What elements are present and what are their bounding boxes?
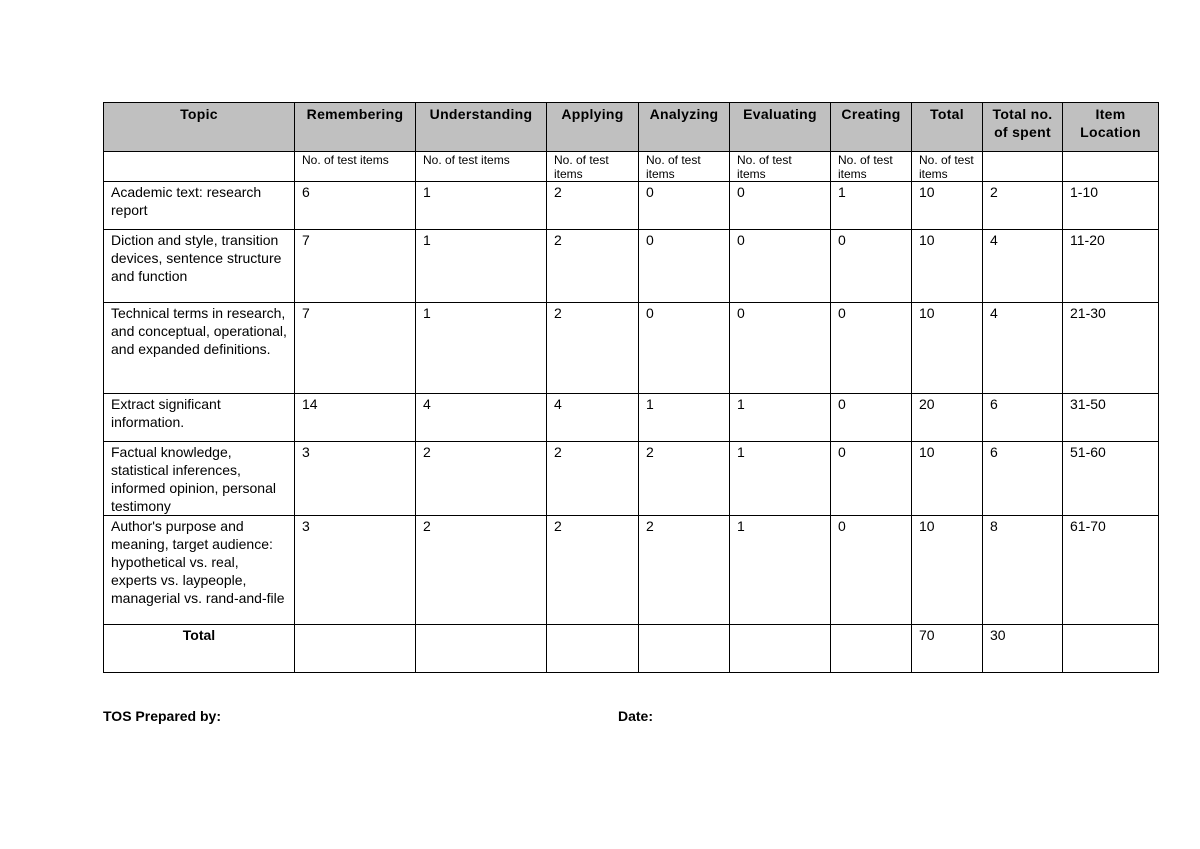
creating-cell: 0 [831, 442, 912, 516]
sub-header-cell: No. of test items [416, 152, 547, 182]
creating-cell: 0 [831, 516, 912, 625]
remembering-cell: 3 [295, 442, 416, 516]
empty-cell [730, 625, 831, 673]
header-applying: Applying [547, 103, 639, 152]
empty-cell [416, 625, 547, 673]
understanding-cell: 2 [416, 442, 547, 516]
remembering-cell: 6 [295, 182, 416, 230]
total-cell: 10 [912, 442, 983, 516]
analyzing-cell: 1 [639, 394, 730, 442]
prepared-by-label: TOS Prepared by: [103, 708, 222, 724]
sub-header-cell [983, 152, 1063, 182]
understanding-cell: 1 [416, 182, 547, 230]
total-cell: 10 [912, 230, 983, 303]
sub-header-cell: No. of test items [639, 152, 730, 182]
table-row [104, 182, 1159, 230]
empty-cell [1063, 625, 1159, 673]
understanding-cell: 2 [416, 516, 547, 625]
topic-cell: Technical terms in research, and conceptual, operational, and expanded definitions. [104, 303, 295, 394]
applying-cell: 2 [547, 442, 639, 516]
spent-cell: 6 [983, 394, 1063, 442]
remembering-cell: 7 [295, 303, 416, 394]
remembering-cell: 14 [295, 394, 416, 442]
table-row [104, 442, 1159, 516]
evaluating-cell: 0 [730, 182, 831, 230]
sub-header-cell: No. of test items [912, 152, 983, 182]
header-evaluating: Evaluating [730, 103, 831, 152]
header-remembering: Remembering [295, 103, 416, 152]
spent-cell: 6 [983, 442, 1063, 516]
total-cell: 10 [912, 303, 983, 394]
empty-cell [831, 625, 912, 673]
analyzing-cell: 2 [639, 442, 730, 516]
applying-cell: 2 [547, 516, 639, 625]
table-row [104, 394, 1159, 442]
applying-cell: 2 [547, 303, 639, 394]
location-cell: 51-60 [1063, 442, 1159, 516]
sub-header-cell: No. of test items [547, 152, 639, 182]
spent-cell: 8 [983, 516, 1063, 625]
header-creating: Creating [831, 103, 912, 152]
evaluating-cell: 0 [730, 230, 831, 303]
location-cell: 11-20 [1063, 230, 1159, 303]
table-row [104, 516, 1159, 625]
creating-cell: 1 [831, 182, 912, 230]
understanding-cell: 4 [416, 394, 547, 442]
header-analyzing: Analyzing [639, 103, 730, 152]
location-cell: 31-50 [1063, 394, 1159, 442]
analyzing-cell: 0 [639, 230, 730, 303]
spent-cell: 4 [983, 230, 1063, 303]
creating-cell: 0 [831, 230, 912, 303]
evaluating-cell: 0 [730, 303, 831, 394]
table-row [104, 230, 1159, 303]
analyzing-cell: 2 [639, 516, 730, 625]
total-cell: 10 [912, 516, 983, 625]
applying-cell: 4 [547, 394, 639, 442]
table-row [104, 303, 1159, 394]
total-cell: 10 [912, 182, 983, 230]
empty-cell [639, 625, 730, 673]
header-total-spent: Total no. of spent [983, 103, 1063, 152]
topic-cell: Author's purpose and meaning, target audience: hypothetical vs. real, experts vs. laypeople, managerial vs. rand-and-file [104, 516, 295, 625]
sub-header-cell [1063, 152, 1159, 182]
sub-header-row [104, 152, 1159, 182]
grand-total-cell: 70 [912, 625, 983, 673]
header-topic: Topic [104, 103, 295, 152]
header-row [104, 103, 1159, 152]
applying-cell: 2 [547, 182, 639, 230]
analyzing-cell: 0 [639, 303, 730, 394]
location-cell: 21-30 [1063, 303, 1159, 394]
spent-cell: 2 [983, 182, 1063, 230]
header-total: Total [912, 103, 983, 152]
total-row-label: Total [104, 625, 295, 673]
sub-header-cell: No. of test items [295, 152, 416, 182]
table-body [104, 152, 1159, 673]
tos-table [103, 102, 1159, 673]
evaluating-cell: 1 [730, 394, 831, 442]
creating-cell: 0 [831, 303, 912, 394]
analyzing-cell: 0 [639, 182, 730, 230]
understanding-cell: 1 [416, 303, 547, 394]
sub-header-cell [104, 152, 295, 182]
total-row [104, 625, 1159, 673]
empty-cell [547, 625, 639, 673]
remembering-cell: 7 [295, 230, 416, 303]
sub-header-cell: No. of test items [831, 152, 912, 182]
grand-spent-cell: 30 [983, 625, 1063, 673]
applying-cell: 2 [547, 230, 639, 303]
sub-header-cell: No. of test items [730, 152, 831, 182]
header-understanding: Understanding [416, 103, 547, 152]
evaluating-cell: 1 [730, 516, 831, 625]
topic-cell: Factual knowledge, statistical inferences, informed opinion, personal testimony [104, 442, 295, 516]
topic-cell: Academic text: research report [104, 182, 295, 230]
empty-cell [295, 625, 416, 673]
location-cell: 1-10 [1063, 182, 1159, 230]
date-label: Date: [618, 708, 654, 724]
location-cell: 61-70 [1063, 516, 1159, 625]
understanding-cell: 1 [416, 230, 547, 303]
remembering-cell: 3 [295, 516, 416, 625]
header-item-location: Item Location [1063, 103, 1159, 152]
total-cell: 20 [912, 394, 983, 442]
creating-cell: 0 [831, 394, 912, 442]
topic-cell: Extract significant information. [104, 394, 295, 442]
topic-cell: Diction and style, transition devices, sentence structure and function [104, 230, 295, 303]
evaluating-cell: 1 [730, 442, 831, 516]
spent-cell: 4 [983, 303, 1063, 394]
